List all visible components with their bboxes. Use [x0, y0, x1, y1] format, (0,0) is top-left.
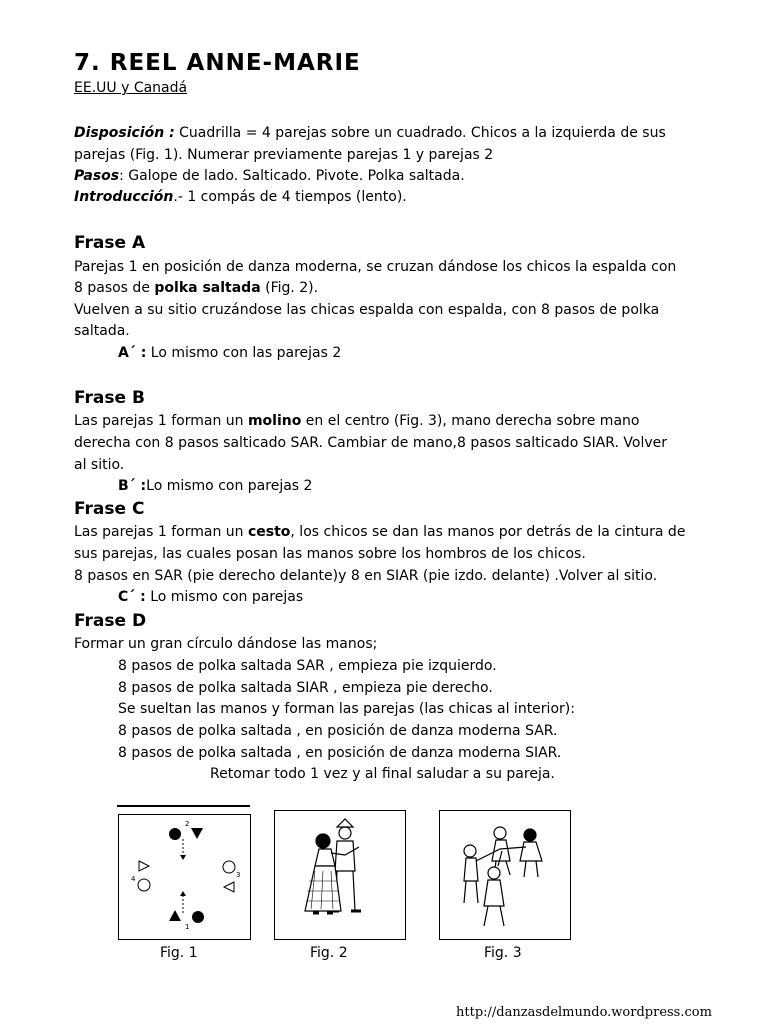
frase-b-molino: molino	[247, 413, 302, 429]
frase-a-sub-text: Lo mismo con las parejas 2	[146, 345, 342, 361]
frase-c-cesto: cesto	[247, 524, 291, 540]
frase-c-line-2: sus parejas, las cuales posan las manos sobre los hombros de los chicos.	[74, 546, 586, 562]
frase-a-line-3: Vuelven a su sitio cruzándose las chicas espalda con espalda, con 8 pasos de polka	[74, 302, 660, 318]
frase-d-line-4: Se sueltan las manos y forman las parejas (las chicas al interior):	[118, 701, 575, 717]
couple-1-circle	[192, 911, 204, 923]
frase-b-heading: Frase B	[74, 388, 145, 408]
frase-c-sub-label: C´ :	[118, 589, 146, 605]
frase-b-line-1-pre: Las parejas 1 forman un	[74, 413, 248, 429]
couple-2-triangle	[191, 828, 203, 839]
fig-1-caption: Fig. 1	[160, 945, 198, 961]
frase-a-line-2-pre: 8 pasos de	[74, 280, 155, 296]
frase-c-line-1-pre: Las parejas 1 forman un	[74, 524, 248, 540]
frase-c-heading: Frase C	[74, 499, 145, 519]
frase-b-line-1	[74, 411, 639, 431]
frase-a-line-4: saltada.	[74, 323, 130, 339]
dancer-2-head	[494, 827, 506, 839]
frase-a-line-2-post: (Fig. 2).	[260, 280, 319, 296]
man-hat	[337, 819, 353, 827]
frase-d-line-7: Retomar todo 1 vez y al final saludar a su pareja.	[210, 766, 555, 782]
pasos-label: Pasos	[74, 168, 120, 184]
frase-d-line-6: 8 pasos de polka saltada , en posición de danza moderna SIAR.	[118, 745, 562, 761]
dancer-3-legs	[524, 861, 538, 877]
introduccion-line	[74, 187, 407, 207]
frase-a-line-1: Parejas 1 en posición de danza moderna, se cruzan dándose los chicos la espalda con	[74, 259, 677, 275]
frase-d-line-2: 8 pasos de polka saltada SAR , empieza pie izquierdo.	[118, 658, 497, 674]
disposicion-line-2: parejas (Fig. 1). Numerar previamente parejas 1 y parejas 2	[74, 147, 494, 163]
frase-d-line-3: 8 pasos de polka saltada SIAR , empieza pie derecho.	[118, 680, 493, 696]
fig1-number-3: 3	[236, 871, 241, 879]
dancer-4-legs	[484, 906, 504, 926]
disposicion-text: Cuadrilla = 4 parejas sobre un cuadrado. Chicos a la izquierda de sus	[174, 125, 666, 141]
frase-a-line-2	[74, 278, 318, 298]
introduccion-label: Introducción	[74, 189, 174, 205]
fig-3-windmill-illustration	[439, 810, 571, 940]
introduccion-text: .- 1 compás de 4 tiempos (lento).	[173, 189, 407, 205]
dancer-1-head	[464, 845, 476, 857]
fig1-number-2: 2	[185, 820, 190, 828]
woman-head	[316, 834, 330, 848]
figure-top-rule	[117, 805, 250, 807]
dancer-4-head	[488, 867, 500, 879]
dancer-3-skirt	[520, 842, 542, 861]
couple-1-triangle	[169, 910, 181, 921]
frase-c-line-1-post: , los chicos se dan las manos por detrás de la cintura de	[290, 524, 686, 540]
frase-b-sub-label: B´ :	[118, 478, 147, 494]
dancer-3-head	[524, 829, 536, 841]
frase-d-heading: Frase D	[74, 611, 147, 631]
fig1-number-4: 4	[131, 875, 136, 883]
frase-c-line-1	[74, 522, 685, 542]
fig-3-caption: Fig. 3	[484, 945, 522, 961]
frase-a-polka-saltada: polka saltada	[154, 280, 261, 296]
fig-1-formation-diagram	[118, 814, 251, 940]
disposicion-line	[74, 123, 666, 143]
frase-c-sub-text: Lo mismo con parejas	[145, 589, 304, 605]
couple-2-circle	[169, 828, 181, 840]
couple-3-circle	[223, 861, 235, 873]
page-subtitle: EE.UU y Canadá	[74, 80, 188, 96]
frase-c-line-3: 8 pasos en SAR (pie derecho delante)y 8 en SIAR (pie izdo. delante) .Volver al sitio.	[74, 568, 658, 584]
fig-2-couple-illustration	[274, 810, 406, 940]
frase-b-line-3: al sitio.	[74, 457, 125, 473]
frase-a-sub	[118, 343, 341, 363]
page-title: 7. REEL ANNE-MARIE	[74, 50, 361, 76]
frase-c-sub	[118, 587, 303, 607]
frase-a-heading: Frase A	[74, 233, 146, 253]
woman-bodice	[315, 849, 335, 866]
fig-2-caption: Fig. 2	[310, 945, 348, 961]
dancer-1-legs	[464, 881, 478, 903]
frase-b-line-1-post: en el centro (Fig. 3), mano derecha sobre mano	[301, 413, 640, 429]
pasos-line	[74, 166, 465, 186]
couple-4-triangle	[139, 861, 149, 871]
couple-3-triangle	[224, 882, 234, 892]
disposicion-label: Disposición :	[74, 125, 175, 141]
dancer-2-body	[492, 840, 510, 861]
frase-b-sub-text: Lo mismo con parejas 2	[146, 478, 313, 494]
arrow-up-head	[180, 891, 186, 896]
couple-4-circle	[138, 879, 150, 891]
arrow-down-head	[180, 855, 186, 860]
frase-d-line-1: Formar un gran círculo dándose las manos;	[74, 636, 378, 652]
footer-url[interactable]: http://danzasdelmundo.wordpress.com	[456, 1005, 712, 1020]
pasos-text: : Galope de lado. Salticado. Pivote. Polka saltada.	[119, 168, 465, 184]
frase-b-sub	[118, 476, 312, 496]
man-head	[339, 827, 351, 839]
frase-d-line-5: 8 pasos de polka saltada , en posición de danza moderna SAR.	[118, 723, 558, 739]
frase-b-line-2: derecha con 8 pasos salticado SAR. Cambiar de mano,8 pasos salticado SIAR. Volver	[74, 435, 668, 451]
man-body	[335, 841, 355, 871]
dancer-1-body	[464, 858, 478, 881]
fig1-number-1: 1	[185, 923, 190, 931]
frase-a-sub-label: A´ :	[118, 345, 147, 361]
dancer-4-body	[484, 880, 504, 906]
